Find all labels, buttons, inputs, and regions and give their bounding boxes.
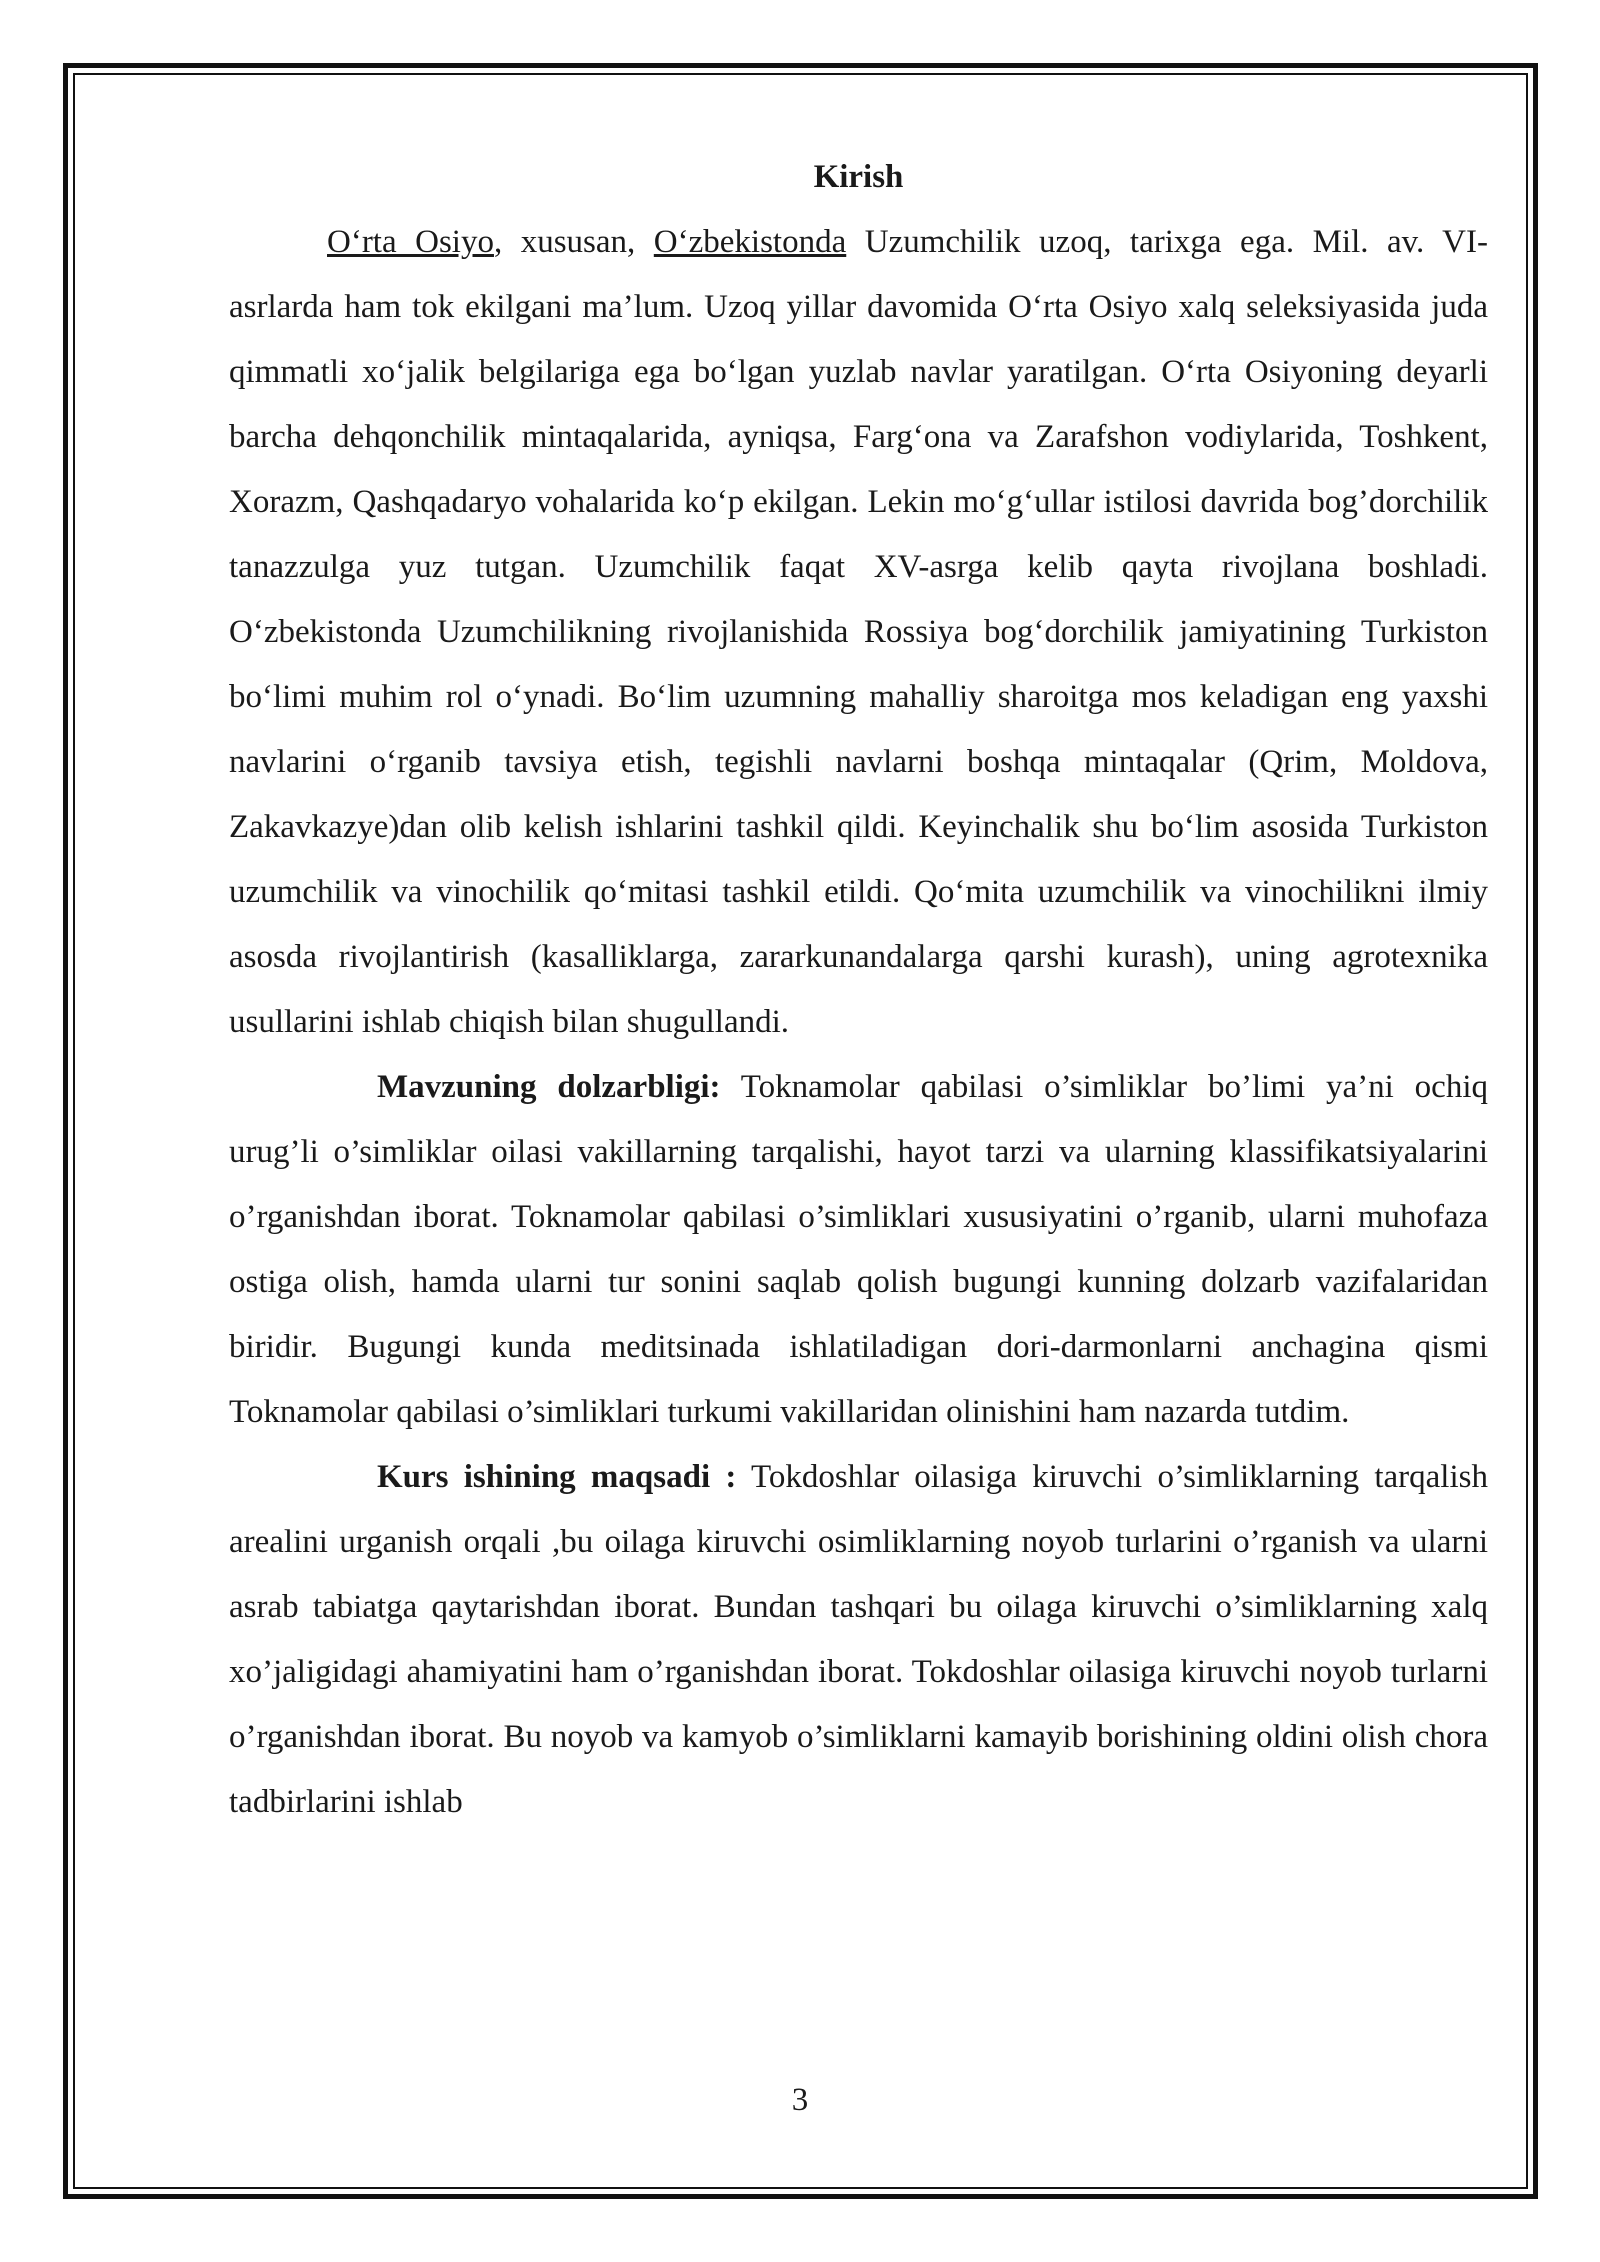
intro-text-1: , xususan, (493, 224, 654, 260)
document-title: Kirish (813, 159, 904, 195)
intro-text-2: Uzumchilik uzoq, tarixga ega. Mil. av. VI-asrlarda ham tok ekilgani ma’lum. Uzoq yillar davomida O‘rta Osiyo xalq seleksiyasida juda qimmatli xo‘jalik belgilariga ega bo‘lgan yuzlab navlar yaratilgan. O‘rta Osiyoning deyarli barcha dehqonchilik mintaqalarida, ayniqsa, Farg‘ona va Zarafshon vodiylarida, Toshkent, Xorazm, Qashqadaryo vohalarida ko‘p ekilgan. Lekin mo‘g‘ullar istilosi davrida bog’dorchilik tanazzulga yuz tutgan. Uzumchilik faqat XV-asrga kelib qayta rivojlana boshladi. O‘zbekistonda Uzumchilikning rivojlanishida Rossiya bog‘dorchilik jamiyatining Turkiston bo‘limi muhim rol o‘ynadi. Bo‘lim uzumning mahalliy sharoitga mos keladigan eng yaxshi navlarini o‘rganib tavsiya etish, tegishli navlarni boshqa mintaqalar (Qrim, Moldova, Zakavkazye)dan olib kelish ishlarini tashkil qildi. Keyinchalik shu bo‘lim asosida Turkiston uzumchilik va vinochilik qo‘mitasi tashkil etildi. Qo‘mita uzumchilik va vinochilikni ilmiy asosda rivojlantirish (kasalliklarga, zararkunandalarga qarshi kurash), uning agrotexnika usullarini ishlab chiqish bilan shugullandi. (229, 224, 1488, 1040)
relevance-heading: Mavzuning dolzarbligi: (377, 1069, 721, 1105)
intro-paragraph (229, 210, 1488, 1055)
page-body (229, 145, 1488, 1835)
link-ozbekistonda[interactable]: O‘zbekistonda (653, 224, 847, 260)
relevance-text: Toknamolar qabilasi o’simliklar bo’limi ya’ni ochiq urug’li o’simliklar oilasi vakillarning tarqalishi, hayot tarzi va ularning klassifikatsiyalarini o’rganishdan iborat. Toknamolar qabilasi o’simliklari xususiyatini o’rganib, ularni muhofaza ostiga olish, hamda ularni tur sonini saqlab qolish bugungi kunning dolzarb vazifalaridan biridir. Bugungi kunda meditsinada ishlatiladigan dori-darmonlarni anchagina qismi Toknamolar qabilasi o’simliklari turkumi vakillaridan olinishini ham nazarda tutdim. (229, 1069, 1488, 1430)
goal-text: Tokdoshlar oilasiga kiruvchi o’simliklarning tarqalish arealini urganish orqali ,bu oilaga kiruvchi osimliklarning noyob turlarini o’rganish va ularni asrab tabiatga qaytarishdan iborat. Bundan tashqari bu oilaga kiruvchi o’simliklarning xalq xo’jaligidagi ahamiyatini ham o’rganishdan iborat. Tokdoshlar oilasiga kiruvchi noyob turlarni o’rganishdan iborat. Bu noyob va kamyob o’simliklarni kamayib borishining oldini olish chora tadbirlarini ishlab (229, 1459, 1488, 1820)
relevance-paragraph (229, 1055, 1488, 1445)
goal-heading: Kurs ishining maqsadi : (377, 1459, 737, 1495)
goal-paragraph (229, 1445, 1488, 1835)
link-orta-osiyo[interactable]: O‘rta Osiyo (327, 224, 494, 260)
page-number: 3 (791, 2082, 809, 2118)
